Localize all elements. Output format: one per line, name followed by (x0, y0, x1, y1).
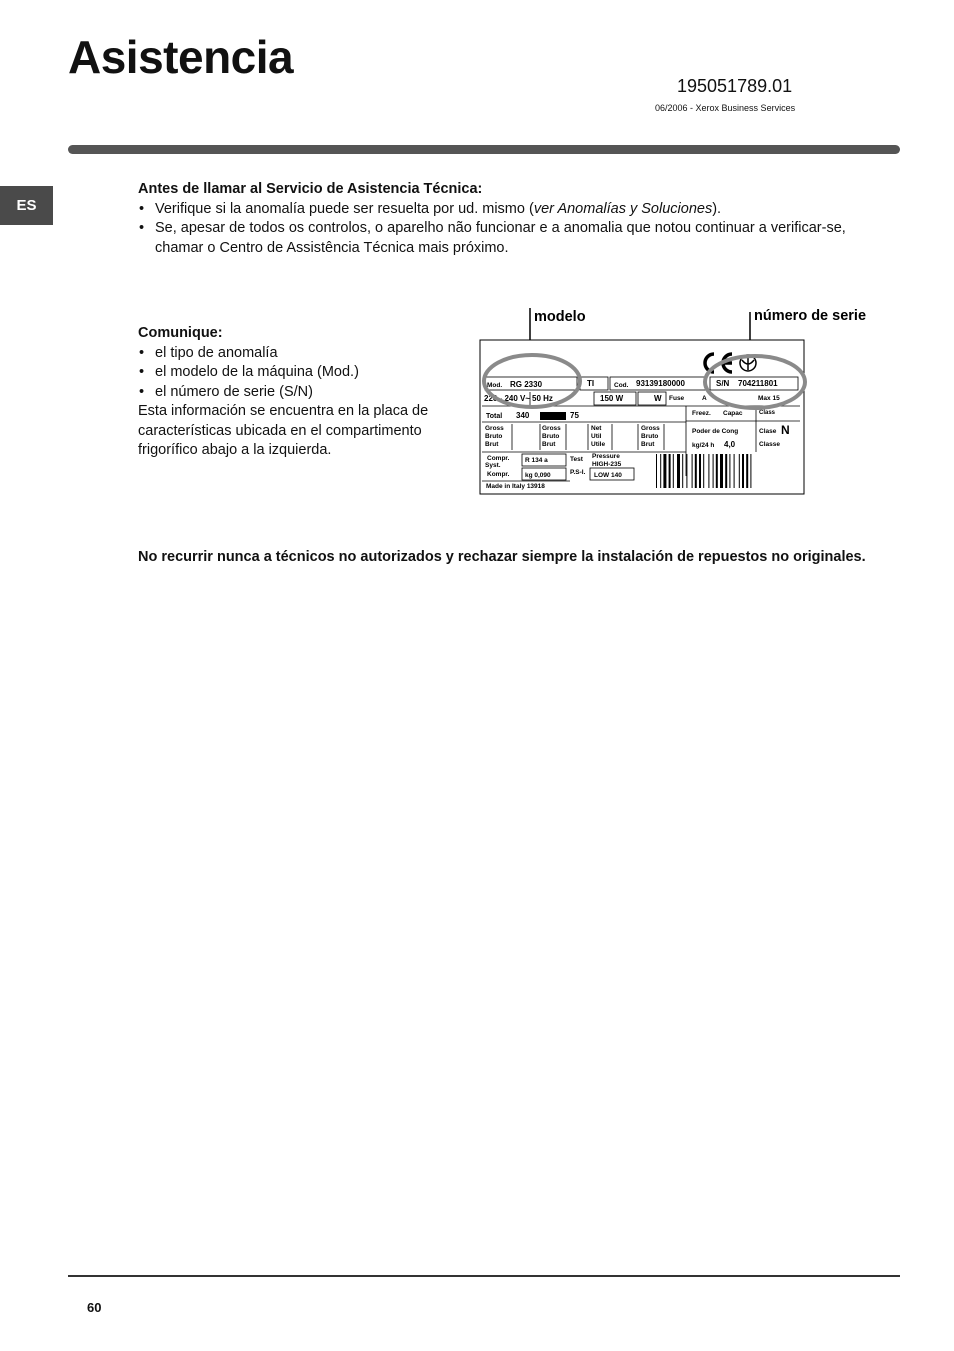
mod-label: Mod. (487, 382, 503, 389)
gross3-line2: Bruto (641, 433, 659, 440)
total-value-2: 75 (570, 411, 579, 420)
clase-label: Clase (759, 428, 777, 435)
page-number: 60 (87, 1300, 102, 1315)
power-value: 150 W (600, 394, 624, 403)
kg24-label: kg/24 h (692, 442, 715, 449)
compr-line1: Compr. (487, 455, 510, 462)
before-calling-section (138, 180, 873, 258)
before-calling-heading: Antes de llamar al Servicio de Asistencia Técnica: (138, 181, 483, 197)
total-label: Total (486, 413, 503, 420)
gross1-line3: Brut (485, 441, 499, 448)
list-item (138, 200, 873, 220)
capac-label: Capac (723, 410, 743, 417)
lamp-value: W (654, 394, 662, 403)
cod-value: 93139180000 (636, 379, 685, 388)
header-divider (68, 145, 900, 154)
rating-plate-illustration (470, 300, 900, 500)
refrigerant-value: R 134 a (525, 457, 548, 464)
made-in-label: Made in Italy 13918 (486, 483, 545, 490)
list-item: • Se, apesar de todos os controlos, o aparelho não funcionar e a anomalia que notou continuar a verificar-se, chamar o Centro de Assistência Técnica mais próximo. (138, 219, 873, 258)
gross2-line3: Brut (542, 441, 556, 448)
bullet1-link-text: ver Anomalías y Soluciones (533, 200, 713, 217)
pressure-label: Pressure (592, 453, 620, 460)
list-item: • el tipo de anomalía (138, 344, 438, 364)
warning-text: No recurrir nunca a técnicos no autorizados y rechazar siempre la instalación de repuestos no originales. (138, 549, 866, 565)
page-title: Asistencia (68, 31, 294, 83)
amp-label: A (702, 395, 707, 402)
test-label: Test (570, 456, 583, 463)
bullet1-prefix: Verifique si la anomalía puede ser resuelta por ud. mismo ( (155, 200, 534, 217)
fuse-label: Fuse (669, 395, 685, 402)
class-label: Class (759, 410, 776, 416)
kg24-value: 4,0 (724, 440, 736, 449)
sn-value: 704211801 (738, 379, 778, 388)
document-number: 195051789.01 (677, 76, 793, 96)
gross1-line2: Bruto (485, 433, 503, 440)
classe-label: Classe (759, 441, 780, 448)
total-value: 340 (516, 411, 530, 420)
ti-value: TI (587, 379, 595, 388)
serial-callout-label: número de serie (754, 308, 867, 324)
compr-line2: Syst. (485, 462, 501, 469)
communicate-paragraph: Esta información se encuentra en la placa de características ubicada en el compartimento frigorífico abajo a la izquierda. (138, 403, 429, 458)
gross1-line1: Gross (485, 425, 504, 432)
document-meta: 06/2006 - Xerox Business Services (655, 103, 796, 113)
cod-label: Cod. (614, 382, 629, 389)
communicate-heading: Comunique: (138, 325, 223, 341)
voltage-value: 220 - 240 V~ (484, 394, 531, 403)
pressure-low: LOW 140 (594, 472, 622, 479)
gross2-line2: Bruto (542, 433, 560, 440)
model-callout-label: modelo (534, 309, 586, 325)
psi-label: P.S-I. (570, 469, 586, 476)
gross3-line3: Brut (641, 441, 655, 448)
net-line3: Utile (591, 441, 606, 448)
net-line1: Net (591, 425, 602, 432)
list-item: • el número de serie (S/N) (138, 383, 438, 403)
gross3-line1: Gross (641, 425, 660, 432)
max-label: Max 15 (758, 395, 780, 402)
language-tab: ES (0, 186, 53, 225)
compr-line3: Kompr. (487, 471, 510, 478)
gross2-line1: Gross (542, 425, 561, 432)
clase-value: N (781, 423, 790, 437)
bullet1-suffix: ). (712, 200, 722, 217)
frequency-value: 50 Hz (532, 394, 553, 403)
poder-label: Poder de Cong (692, 428, 739, 435)
before-calling-list (138, 200, 873, 259)
refrigerant-kg-value: kg 0,090 (525, 472, 551, 479)
communicate-list (138, 344, 438, 403)
freez-label: Freez. (692, 410, 711, 417)
sn-label: S/N (716, 379, 730, 388)
mod-value: RG 2330 (510, 380, 543, 389)
footer-divider (68, 1275, 900, 1277)
communicate-section (138, 324, 438, 461)
net-line2: Util (591, 433, 602, 440)
pressure-high: HIGH-235 (592, 461, 622, 468)
list-item: • el modelo de la máquina (Mod.) (138, 363, 438, 383)
